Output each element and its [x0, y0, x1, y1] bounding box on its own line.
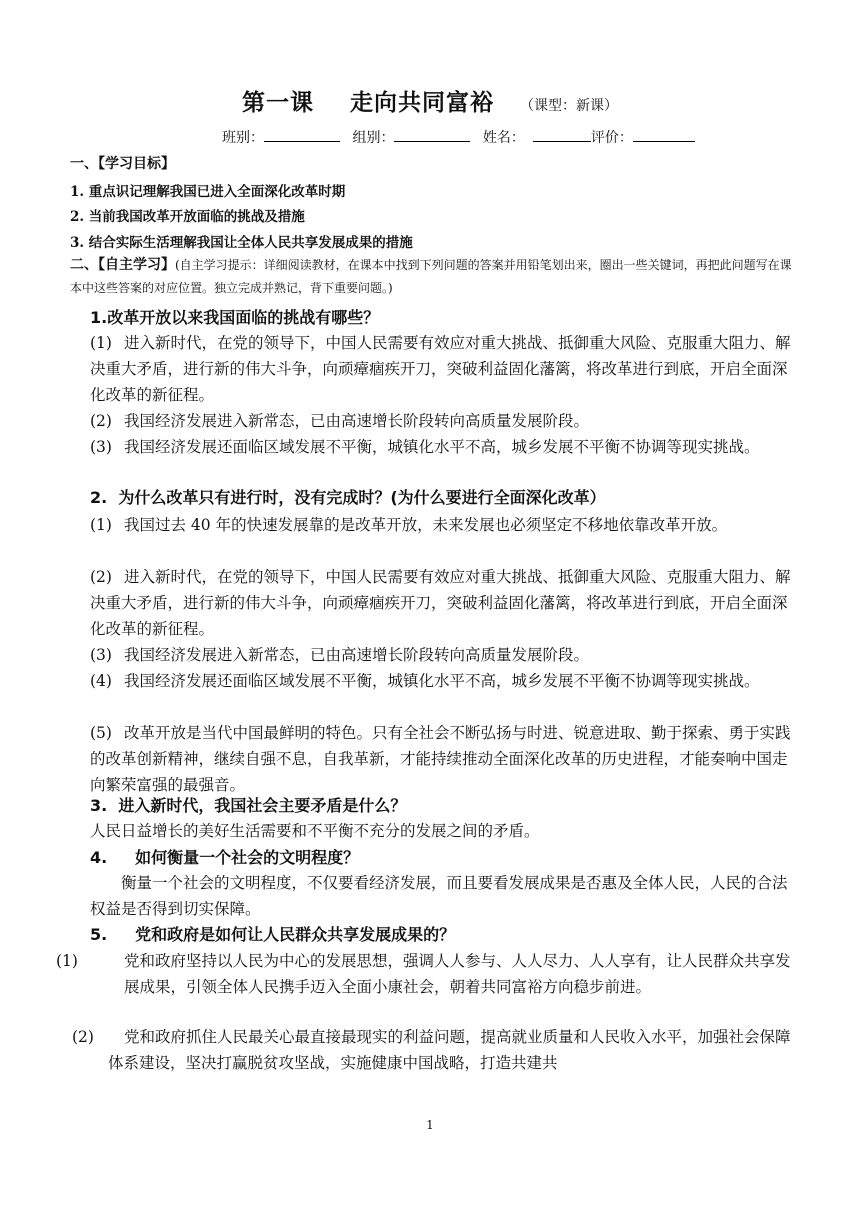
- lesson-number: 第一课: [242, 90, 314, 116]
- name-blank[interactable]: [533, 127, 591, 142]
- group-label: 组别：: [352, 130, 395, 146]
- answer-item: (4) 我国经济发展还面临区域发展不平衡，城镇化水平不高，城乡发展不平衡不协调等现实挑战。: [90, 672, 760, 690]
- student-info-row: [222, 127, 695, 147]
- answer-text: 衡量一个社会的文明程度，不仅要看经济发展，而且要看发展成果是否惠及全体人民，人民的合法权益是否得到切实保障。: [90, 874, 788, 918]
- answer-item: (2) 党和政府抓住人民最关心最直接最现实的利益问题，提高就业质量和人民收入水平，加强社会保障体系建设，坚决打赢脱贫攻坚战，实施健康中国战略，打造共建共: [72, 1028, 791, 1072]
- answer-item: (1) 进入新时代，在党的领导下，中国人民需要有效应对重大挑战、抵御重大风险、克服重大阻力、解决重大矛盾，进行新的伟大斗争，向顽瘴痼疾开刀，突破利益固化藩篱，将改革进行到底，开启全面深化改革的新征程。: [90, 334, 791, 404]
- class-blank[interactable]: [264, 127, 340, 142]
- answer-item: (3) 我国经济发展还面临区域发展不平衡，城镇化水平不高，城乡发展不平衡不协调等现实挑战。: [90, 438, 760, 456]
- answer-item: (3) 我国经济发展进入新常态，已由高速增长阶段转向高质量发展阶段。: [90, 646, 590, 664]
- question-title: 5. 党和政府是如何让人民群众共享发展成果的？: [90, 925, 456, 944]
- question-title: 1.改革开放以来我国面临的挑战有哪些？: [90, 308, 380, 327]
- group-blank[interactable]: [394, 127, 470, 142]
- name-label: 姓名：: [482, 130, 525, 146]
- goal-item: 1. 重点识记理解我国已进入全面深化改革时期: [70, 184, 346, 200]
- goal-item: 2. 当前我国改革开放面临的挑战及措施: [70, 209, 305, 225]
- eval-blank[interactable]: [633, 127, 695, 142]
- self-study-heading: 二、【自主学习】: [70, 257, 175, 273]
- page-title: [0, 84, 860, 117]
- answer-text: 人民日益增长的美好生活需要和不平衡不充分的发展之间的矛盾。: [90, 822, 540, 840]
- goals-heading: 一、【学习目标】: [70, 156, 175, 172]
- lesson-type: （课型：新课）: [520, 98, 618, 114]
- question-title: 3. 进入新时代，我国社会主要矛盾是什么？: [90, 796, 407, 815]
- answer-item: (2) 我国经济发展进入新常态，已由高速增长阶段转向高质量发展阶段。: [90, 412, 590, 430]
- answer-item: (2) 进入新时代，在党的领导下，中国人民需要有效应对重大挑战、抵御重大风险、克服重大阻力、解决重大矛盾，进行新的伟大斗争，向顽瘴痼疾开刀，突破利益固化藩篱，将改革进行到底，开启全面深化改革的新征程。: [90, 568, 791, 638]
- question-title: 2. 为什么改革只有进行时，没有完成时？(为什么要进行全面深化改革）: [90, 488, 606, 507]
- page-number: 1: [426, 1118, 434, 1132]
- lesson-title: 走向共同富裕: [350, 90, 494, 116]
- answer-item: (1) 党和政府坚持以人民为中心的发展思想，强调人人参与、人人尽力、人人享有，让人民群众共享发展成果，引领全体人民携手迈入全面小康社会，朝着共同富裕方向稳步前进。: [56, 952, 791, 996]
- goal-item: 3. 结合实际生活理解我国让全体人民共享发展成果的措施: [70, 235, 413, 251]
- self-study-section: [70, 254, 792, 300]
- eval-label: 评价：: [590, 130, 633, 146]
- self-study-hint: (自主学习提示：详细阅读教材，在课本中找到下列问题的答案并用铅笔划出来，圈出一些关键词，再把此问题写在课本中这些答案的对应位置。独立完成并熟记，背下重要问题。): [70, 258, 792, 295]
- question-title: 4. 如何衡量一个社会的文明程度？: [90, 848, 360, 867]
- answer-item: (5) 改革开放是当代中国最鲜明的特色。只有全社会不断弘扬与时进、锐意进取、勤于探索、勇于实践的改革创新精神，继续自强不息，自我革新，才能持续推动全面深化改革的历史进程，才能奏响中国走向繁荣富强的最强音。: [90, 724, 791, 794]
- class-label: 班别：: [222, 130, 264, 146]
- answer-item: (1) 我国过去 40 年的快速发展靠的是改革开放，未来发展也必须坚定不移地依靠改革开放。: [90, 516, 728, 534]
